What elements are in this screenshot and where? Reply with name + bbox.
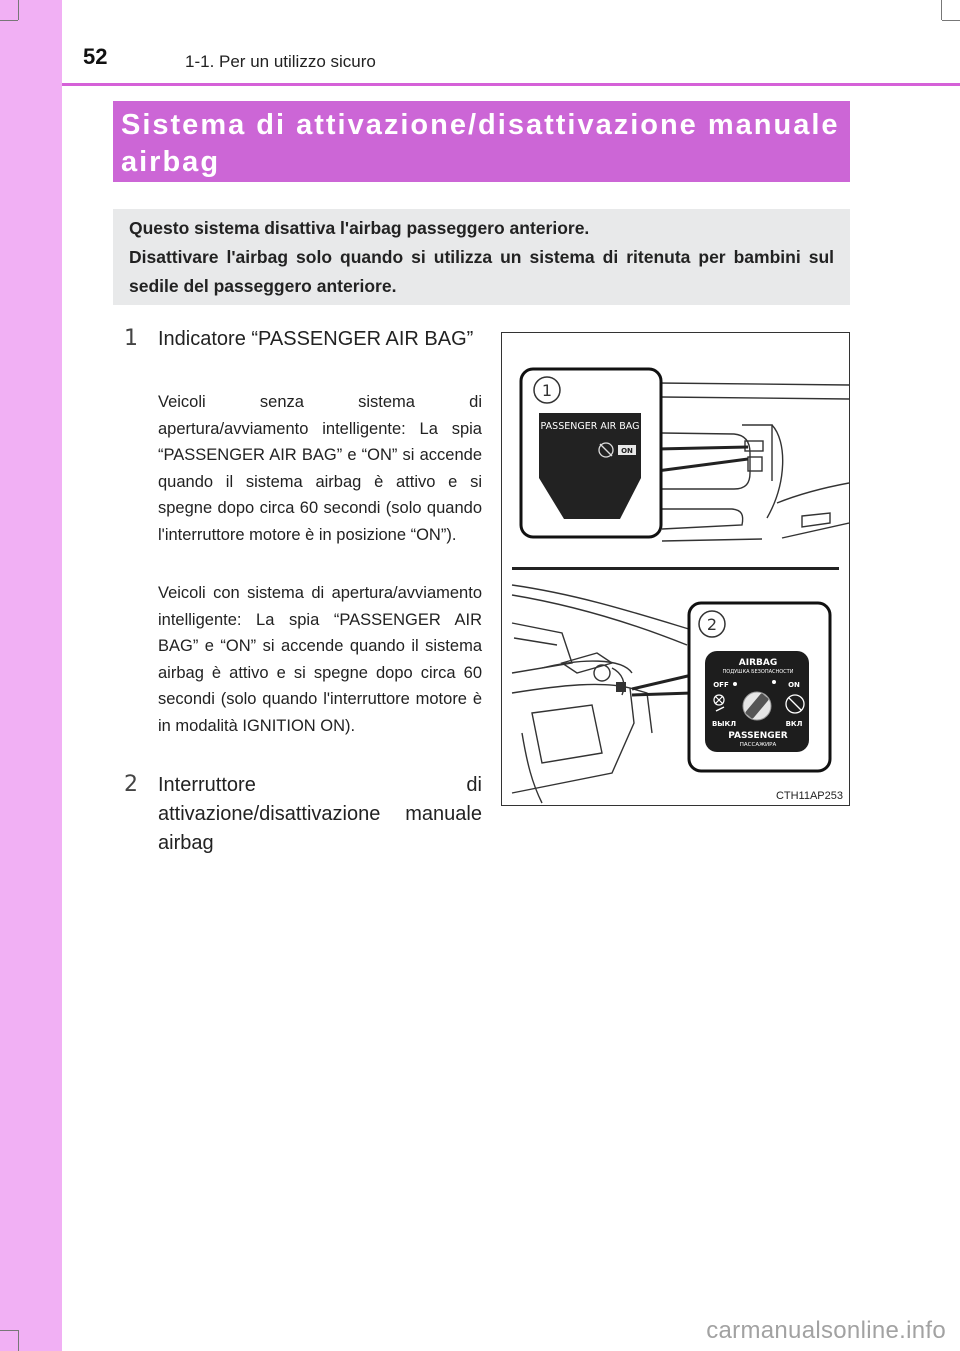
callout-1-label: 1 [541, 381, 553, 400]
crop-mark [942, 20, 960, 21]
crop-mark [0, 20, 18, 21]
intro-line-1: Questo sistema disattiva l'airbag passeggero anteriore. [129, 218, 590, 238]
indicator-label: PASSENGER AIR BAG [540, 421, 640, 432]
item-title-2: Interruttore di attivazione/disattivazione manuale airbag [158, 774, 482, 854]
switch-passenger-label: PASSENGER [728, 731, 788, 741]
side-tab-strip [0, 0, 62, 1351]
crop-mark [18, 1330, 19, 1351]
item-1-paragraph-2: Veicoli con sistema di apertura/avviamento intelligente: La spia “PASSENGER AIR BAG” e “ON” si accende quando il sistema airbag è attivo e si spegne dopo circa 60 secondi (solo quando l'interruttore motore è in modalità IGNITION ON). [158, 584, 482, 735]
item-1-paragraph-1: Veicoli senza sistema di apertura/avviamento intelligente: La spia “PASSENGER AIR BAG” e “ON” si accende quando il sistema airbag è attivo e si spegne dopo circa 60 secondi (solo quando l'interruttore motore è in posizione “ON”). [158, 393, 482, 544]
airbag-figure [501, 332, 850, 806]
crop-mark [941, 0, 942, 20]
figure-code: CTH11AP253 [775, 790, 843, 802]
intro-box [113, 209, 850, 305]
intro-line-2: Disattivare l'airbag solo quando si utilizza un sistema di ritenuta per bambini sul sedile del passeggero anteriore. [129, 247, 834, 296]
switch-on-label: ON [788, 681, 800, 689]
switch-airbag-label: AIRBAG [738, 658, 778, 668]
chapter-title: 1-1. Per un utilizzo sicuro [185, 52, 376, 71]
airbag-illustration [502, 333, 849, 805]
switch-passenger-ru-label: ПАССАЖИРА [739, 742, 777, 748]
header-rule [62, 83, 960, 86]
item-title-1: Indicatore “PASSENGER AIR BAG” [158, 328, 474, 350]
item-number-1: 1 [124, 326, 138, 351]
indicator-on-label: ON [621, 447, 633, 455]
section-title: Sistema di attivazione/disattivazione manuale airbag [113, 101, 850, 182]
page-number: 52 [83, 44, 108, 69]
watermark: carmanualsonline.info [706, 1317, 946, 1344]
item-number-2: 2 [124, 772, 138, 797]
switch-airbag-ru-label: ПОДУШКА БЕЗОПАСНОСТИ [722, 669, 794, 675]
switch-off-ru-label: ВЫКЛ [711, 720, 737, 728]
switch-on-ru-label: ВКЛ [785, 720, 803, 728]
callout-2-label: 2 [706, 615, 718, 634]
crop-mark [18, 0, 19, 20]
crop-mark [0, 1330, 18, 1331]
switch-off-label: OFF [713, 681, 729, 689]
